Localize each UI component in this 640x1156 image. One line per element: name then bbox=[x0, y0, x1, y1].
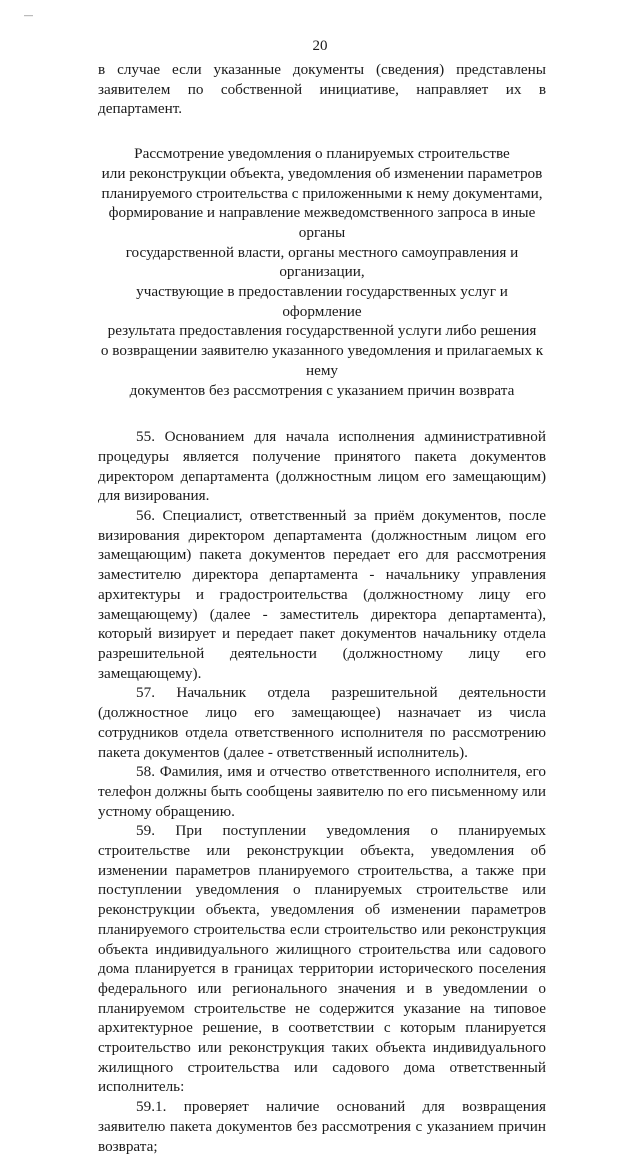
paragraph-56: 56. Специалист, ответственный за приём документов, после визирования директором департамента (должностным лицом его замещающим) пакета документов передает его для рассмотрения заместителю директора департамента - начальнику управления архитектуры и градостроительства (должностному лицу его замещающему) (далее - заместитель директора департамента), который визирует и передает пакет документов начальнику отдела разрешительной деятельности (должностному лицу его замещающему). bbox=[98, 507, 546, 682]
heading-line: Рассмотрение уведомления о планируемых строительстве bbox=[134, 145, 510, 163]
paragraph-57: 57. Начальник отдела разрешительной деятельности (должностное лицо его замещающее) назначает из числа сотрудников отдела ответственного исполнителя по рассмотрению пакета документов (далее - ответственный исполнитель). bbox=[98, 684, 546, 761]
heading-line: документов без рассмотрения с указанием причин возврата bbox=[129, 381, 515, 399]
heading-line: государственной власти, органы местного самоуправления и организации, bbox=[125, 243, 519, 281]
document-body bbox=[98, 60, 546, 1156]
page-number: 20 bbox=[312, 38, 328, 54]
heading-line: результата предоставления государственной услуги либо решения bbox=[107, 322, 537, 340]
heading-line: планируемого строительства с приложенными к нему документами, bbox=[101, 184, 543, 202]
heading-line: формирование и направление межведомственного запроса в иные органы bbox=[108, 204, 536, 241]
section-heading bbox=[98, 144, 546, 400]
paragraph-55: 55. Основанием для начала исполнения административной процедуры является получение принятого пакета документов директором департамента (должностным лицом его замещающим) для визирования. bbox=[98, 428, 546, 505]
paragraph-59: 59. При поступлении уведомления о планируемых строительстве или реконструкции объекта, уведомления об изменении параметров планируемого строительства, а также при поступлении уведомления о планируемых строительстве или реконструкции объекта, уведомления об изменении параметров планируемого строительства если строительство или реконструкция объекта индивидуального жилищного строительства или садового дома планируется в границах территории исторического поселения федерального или регионального значения и в уведомлении о планируемом строительстве не содержится указание на типовое архитектурное решение, в соответствии с которым планируется строительство или реконструкция таких объекта индивидуального жилищного строительства или садового дома ответственный исполнитель: bbox=[98, 822, 546, 1096]
heading-line: или реконструкции объекта, уведомления об изменении параметров bbox=[101, 164, 543, 182]
intro-paragraph: в случае если указанные документы (сведения) представлены заявителем по собственной инициативе, направляет их в департамент. bbox=[98, 61, 546, 118]
corner-mark: — bbox=[24, 10, 33, 20]
paragraph-58: 58. Фамилия, имя и отчество ответственного исполнителя, его телефон должны быть сообщены заявителю по его письменному или устному обращению. bbox=[98, 763, 546, 820]
heading-line: участвующие в предоставлении государственных услуг и оформление bbox=[136, 283, 508, 320]
paragraph-59-1: 59.1. проверяет наличие оснований для возвращения заявителю пакета документов без рассмотрения с указанием причин возврата; bbox=[98, 1098, 546, 1155]
heading-line: о возвращении заявителю указанного уведомления и прилагаемых к нему bbox=[100, 342, 544, 379]
